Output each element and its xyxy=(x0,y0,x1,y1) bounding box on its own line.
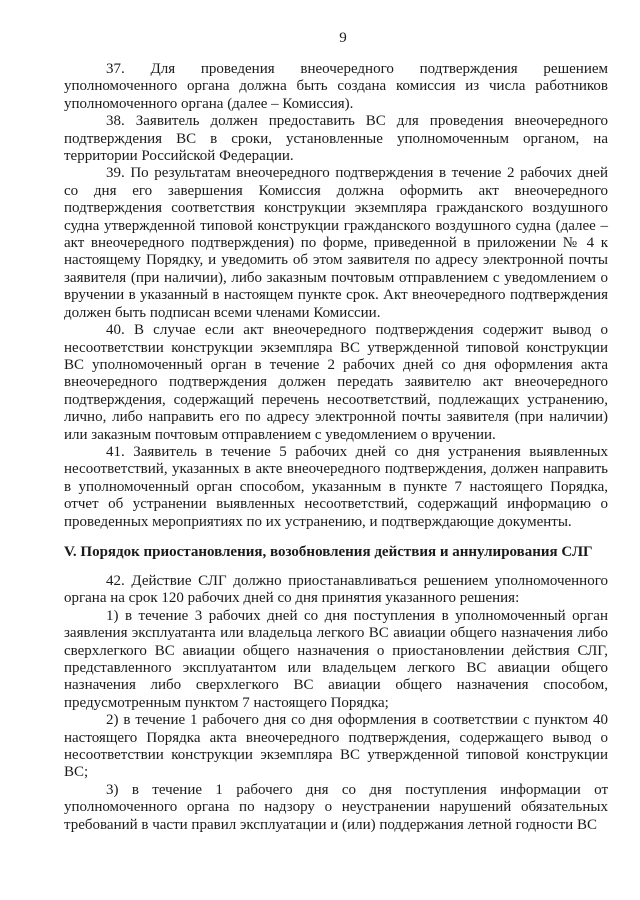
page-number: 9 xyxy=(339,30,347,46)
paragraph-42-item-1: 1) в течение 3 рабочих дней со дня поступления в уполномоченный орган заявления эксплуатанта или владельца легкого ВС авиации общего назначения либо сверхлегкого ВС авиации общего назначения о приостановлении действия СЛГ, представленного эксплуатантом или владельцем легкого ВС авиации общего назначения либо сверхлегкого ВС авиации общего назначения способом, предусмотренным пунктом 7 настоящего Порядка; xyxy=(64,607,608,711)
paragraph-42-item-3: 3) в течение 1 рабочего дня со дня поступления информации от уполномоченного органа по надзору о неустранении нарушений обязательных требований в части правил эксплуатации и (или) поддержания летной годности ВС xyxy=(64,781,608,833)
section-heading: V. Порядок приостановления, возобновления действия и аннулирования СЛГ xyxy=(64,543,593,560)
paragraph-42-item-2: 2) в течение 1 рабочего дня со дня оформления в соответствии с пунктом 40 настоящего Порядка акта внеочередного подтверждения, содержащего вывод о несоответствии конструкции экземпляра ВС утвержденной типовой конструкции ВС; xyxy=(64,712,608,781)
paragraph-42: 42. Действие СЛГ должно приостанавливаться решением уполномоченного органа на срок 120 рабочих дней со дня принятия указанного решения: xyxy=(64,572,608,607)
paragraph-39: 39. По результатам внеочередного подтверждения в течение 2 рабочих дней со дня его завершения Комиссия должна оформить акт внеочередного подтверждения соответствия конструкции экземпляра гражданского воздушного судна утвержденной типовой конструкции гражданского воздушного судна (далее – акт внеочередного подтверждения) по форме, приведенной в приложении № 4 к настоящему Порядку, и уведомить об этом заявителя по адресу электронной почты заявителя (при наличии), либо заказным почтовым отправлением с уведомлением о вручении в указанный в настоящем пункте срок. Акт внеочередного подтверждения должен быть подписан всеми членами Комиссии. xyxy=(64,165,608,321)
paragraph-38: 38. Заявитель должен предоставить ВС для проведения внеочередного подтверждения ВС в сроки, установленные уполномоченным органом, на территории Российской Федерации. xyxy=(64,113,608,165)
paragraph-41: 41. Заявитель в течение 5 рабочих дней со дня устранения выявленных несоответствий, указанных в акте внеочередного подтверждения, должен направить в уполномоченный орган способом, указанным в пункте 7 настоящего Порядка, отчет об устранении выявленных несоответствий, содержащий информацию о проведенных мероприятиях по их устранению, и подтверждающие документы. xyxy=(64,443,608,530)
paragraph-40: 40. В случае если акт внеочередного подтверждения содержит вывод о несоответствии конструкции экземпляра ВС утвержденной типовой конструкции ВС уполномоченный орган в течение 2 рабочих дней со дня оформления акта внеочередного подтверждения должен передать заявителю акт внеочередного подтверждения, содержащий перечень несоответствий, подлежащих устранению, лично, либо направить его по адресу электронной почты заявителя (при наличии) или заказным почтовым отправлением с уведомлением о вручении. xyxy=(64,322,608,443)
paragraph-37: 37. Для проведения внеочередного подтверждения решением уполномоченного органа должна быть создана комиссия из числа работников уполномоченного органа (далее – Комиссия). xyxy=(64,61,608,112)
